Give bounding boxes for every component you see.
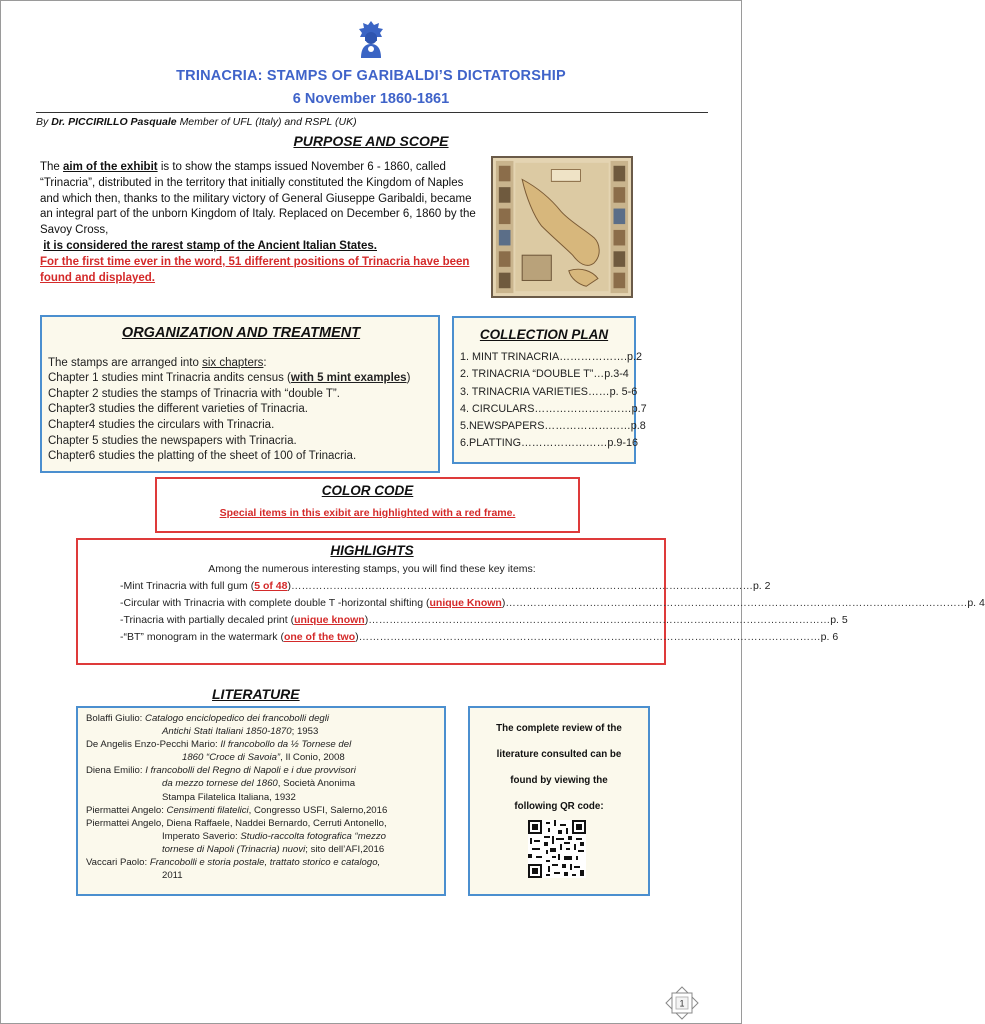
color-code-heading: COLOR CODE: [321, 483, 414, 498]
lit-author: Imperato Saverio:: [162, 830, 238, 842]
garibaldi-emblem-icon: [355, 20, 387, 60]
plan-item-label: 3. TRINACRIA VARIETIES: [460, 385, 588, 398]
chapter-4-line: Chapter4 studies the circulars with Trinacria.: [48, 418, 275, 431]
literature-entry: [86, 804, 438, 817]
exhibit-dates: 6 November 1860-1861: [292, 91, 450, 107]
review-line: following QR code:: [514, 801, 604, 812]
literature-entry: [86, 856, 438, 869]
plan-item-dots: ……………………: [521, 437, 608, 450]
title-divider: [36, 112, 708, 113]
highlight-red: unique known: [294, 614, 365, 626]
highlight-dots: ……………………………………………………………………………………………………………………: [290, 580, 753, 592]
lit-author: Diena Emilio:: [86, 765, 143, 777]
plan-item-dots: ………………………: [534, 402, 632, 415]
lit-title: I francobolli del Regno di Napoli e i due provvisori: [145, 765, 356, 777]
highlight-page: p. 2: [752, 580, 771, 592]
plan-item: [460, 384, 638, 401]
purpose-first-time: For the first time ever in the word, 51 different positions of Trinacria have been found and displayed.: [40, 255, 470, 284]
lit-title: Francobolli e storia postale, trattato storico e catalogo,: [149, 857, 381, 869]
highlights-intro: Among the numerous interesting stamps, you will find these key items:: [208, 563, 536, 575]
literature-entry: Piermattei Angelo, Diena Raffaele, Naddei Bernardo, Cerruti Antonello,: [86, 817, 387, 829]
highlight-end: ): [355, 631, 359, 643]
highlight-dash: -: [120, 614, 124, 626]
highlight-page: p. 4: [967, 597, 985, 609]
plan-item-label: 5.NEWSPAPERS: [460, 420, 545, 433]
literature-entry: [86, 712, 438, 725]
qr-review-box: [468, 706, 650, 896]
plan-item-page: p.2: [626, 351, 642, 364]
highlight-item: [90, 629, 839, 646]
lit-title: Censimenti filatelici: [166, 804, 249, 816]
plan-item-page: p.3-4: [604, 368, 629, 381]
lit-author: Piermattei Angelo:: [86, 804, 164, 816]
lit-title: tornese di Napoli (Trinacria) nuovi: [162, 843, 306, 855]
highlight-dots: ……………………………………………………………………………………………………………………: [368, 614, 831, 626]
highlight-text: Circular with Trinacria with complete double T -horizontal shifting (: [123, 597, 430, 609]
exhibit-title: TRINACRIA: STAMPS OF GARIBALDI’S DICTATORSHIP: [176, 68, 566, 84]
plan-item: [460, 366, 628, 383]
highlight-text: “BT” monogram in the watermark (: [123, 631, 284, 643]
plan-item-page: p.9-16: [607, 437, 638, 450]
literature-entry-cont: Stampa Filatelica Italiana, 1932: [162, 791, 296, 803]
highlights-box: [76, 538, 985, 665]
highlight-end: ): [364, 614, 369, 626]
qr-code-icon[interactable]: [528, 820, 586, 878]
plan-item-page: p. 5-6: [609, 385, 638, 398]
purpose-t2: is to show the stamps issued November 6 - 1860, called “Trinacria”, distributed in the territory that initially constituted the Kingdom of Naples and which then, thanks to the military victory of General Giuseppe Garibaldi, became an integral part of the unborn Kingdom of Italy. Replaced on December 6, 1860 by the Savoy Cross,: [40, 161, 476, 237]
highlight-text: Mint Trinacria with full gum (: [123, 580, 255, 592]
chapter-2-line: Chapter 2 studies the stamps of Trinacria with “double T”.: [48, 387, 340, 400]
organization-intro: [48, 356, 434, 372]
intro-prefix: The stamps are arranged into: [48, 356, 199, 369]
byline-prefix: By: [36, 116, 49, 128]
purpose-aim: aim of the exhibit: [63, 161, 158, 173]
chapter-1-text: Chapter 1 studies mint Trinacria andits census (: [48, 372, 291, 385]
chapter-3-line: Chapter3 studies the different varieties of Trinacria.: [48, 403, 308, 416]
highlight-dots: ……………………………………………………………………………………………………………………: [358, 631, 821, 643]
plan-item-dots: ……: [588, 385, 610, 398]
highlight-red: one of the two: [283, 631, 356, 643]
lit-title: da mezzo tornese del 1860: [162, 778, 278, 790]
highlight-dots: ……………………………………………………………………………………………………………………: [505, 597, 968, 609]
literature-entry-cont: [86, 830, 438, 843]
author-name: Dr. PICCIRILLO Pasquale: [51, 116, 177, 128]
lit-title: Studio-raccolta fotografica “mezzo: [240, 830, 386, 842]
chapter-1-end: ): [406, 372, 411, 385]
chapter-1-bold: with 5 mint examples: [290, 372, 407, 385]
purpose-text: [40, 160, 480, 286]
chapter-6-line: Chapter6 studies the platting of the sheet of 100 of Trinacria.: [48, 450, 357, 463]
literature-entry-cont: [86, 725, 438, 738]
literature-entry: [86, 738, 438, 751]
plan-item-label: 4. CIRCULARS: [460, 402, 535, 415]
highlight-item: [90, 612, 848, 629]
highlight-dash: -: [120, 631, 124, 643]
highlight-page: p. 6: [820, 631, 839, 643]
plan-item-label: 2. TRINACRIA “DOUBLE T”: [460, 368, 594, 381]
plan-item: [460, 435, 638, 452]
purpose-heading: PURPOSE AND SCOPE: [293, 133, 449, 149]
highlight-end: ): [287, 580, 291, 592]
collection-plan-box: [452, 316, 647, 464]
lit-pub: , Società Anonima: [277, 778, 356, 790]
purpose-t1: The: [40, 161, 60, 173]
highlight-dash: -: [120, 580, 124, 592]
review-line: The complete review of the: [496, 723, 622, 734]
lit-pub: ; sito dell’AFI,2016: [305, 843, 385, 855]
highlight-red: unique Known: [429, 597, 502, 609]
lit-author: De Angelis Enzo-Pecchi Mario:: [86, 739, 218, 751]
plan-item: [460, 349, 642, 366]
lit-pub: ; 1953: [291, 726, 319, 738]
highlights-heading: HIGHLIGHTS: [330, 543, 414, 558]
review-line: literature consulted can be: [496, 749, 622, 760]
kingdom-map-image: [491, 156, 633, 298]
organization-box: [40, 315, 440, 473]
plan-item-label: 1. MINT TRINACRIA: [460, 351, 560, 364]
author-membership: Member of UFL (Italy) and RSPL (UK): [179, 116, 357, 128]
intro-six-chapters: six chapters: [202, 356, 264, 369]
highlight-page: p. 5: [830, 614, 848, 626]
highlight-text: Trinacria with partially decaled print (: [123, 614, 295, 626]
review-line: found by viewing the: [510, 775, 608, 786]
lit-author: Vaccari Paolo:: [86, 857, 148, 869]
intro-suffix: :: [263, 356, 267, 369]
literature-entry-cont: [86, 843, 438, 856]
highlight-item: [90, 595, 985, 612]
lit-pub: , Il Conio, 2008: [280, 752, 345, 764]
lit-title: Il francobollo da ½ Tornese del: [220, 739, 352, 751]
highlight-item: [90, 578, 771, 595]
purpose-rarest: it is considered the rarest stamp of the Ancient Italian States.: [43, 239, 378, 252]
plan-item-label: 6.PLATTING: [460, 437, 521, 450]
highlight-red: 5 of 48: [254, 580, 288, 592]
plan-item-page: p.8: [630, 420, 646, 433]
plan-item-dots: ……………….: [559, 351, 627, 364]
lit-title: Antichi Stati Italiani 1850-1870: [162, 726, 292, 738]
chapter-5-line: Chapter 5 studies the newspapers with Trinacria.: [48, 434, 297, 447]
plan-item-page: p.7: [631, 402, 647, 415]
literature-entry: [86, 764, 438, 777]
lit-pub: , Congresso USFI, Salerno,2016: [248, 804, 388, 816]
highlight-dash: -: [120, 597, 124, 609]
page-number-badge: [664, 986, 700, 1020]
plan-item-dots: ……………………: [544, 420, 631, 433]
lit-author: Bolaffi Giulio:: [86, 713, 143, 724]
page-number: 1: [679, 998, 685, 1009]
literature-box: [76, 706, 446, 896]
color-code-box: [155, 477, 580, 533]
chapter-1-line: [48, 371, 434, 387]
literature-entry-cont: [86, 751, 438, 764]
byline: [36, 116, 357, 128]
literature-entry-cont: [86, 777, 438, 790]
plan-item: [460, 418, 646, 435]
literature-heading: LITERATURE: [212, 686, 300, 702]
organization-heading: ORGANIZATION AND TREATMENT: [121, 325, 361, 341]
plan-item: [460, 401, 647, 418]
color-code-text: Special items in this exibit are highlighted with a red frame.: [219, 507, 516, 519]
collection-plan-heading: COLLECTION PLAN: [479, 327, 609, 342]
lit-title: 1860 “Croce di Savoia”: [182, 752, 281, 764]
highlight-end: ): [501, 597, 506, 609]
lit-title: Catalogo enciclopedico dei francobolli degli: [145, 713, 330, 724]
literature-entry-cont: 2011: [162, 870, 183, 882]
plan-item-dots: …: [593, 368, 605, 381]
